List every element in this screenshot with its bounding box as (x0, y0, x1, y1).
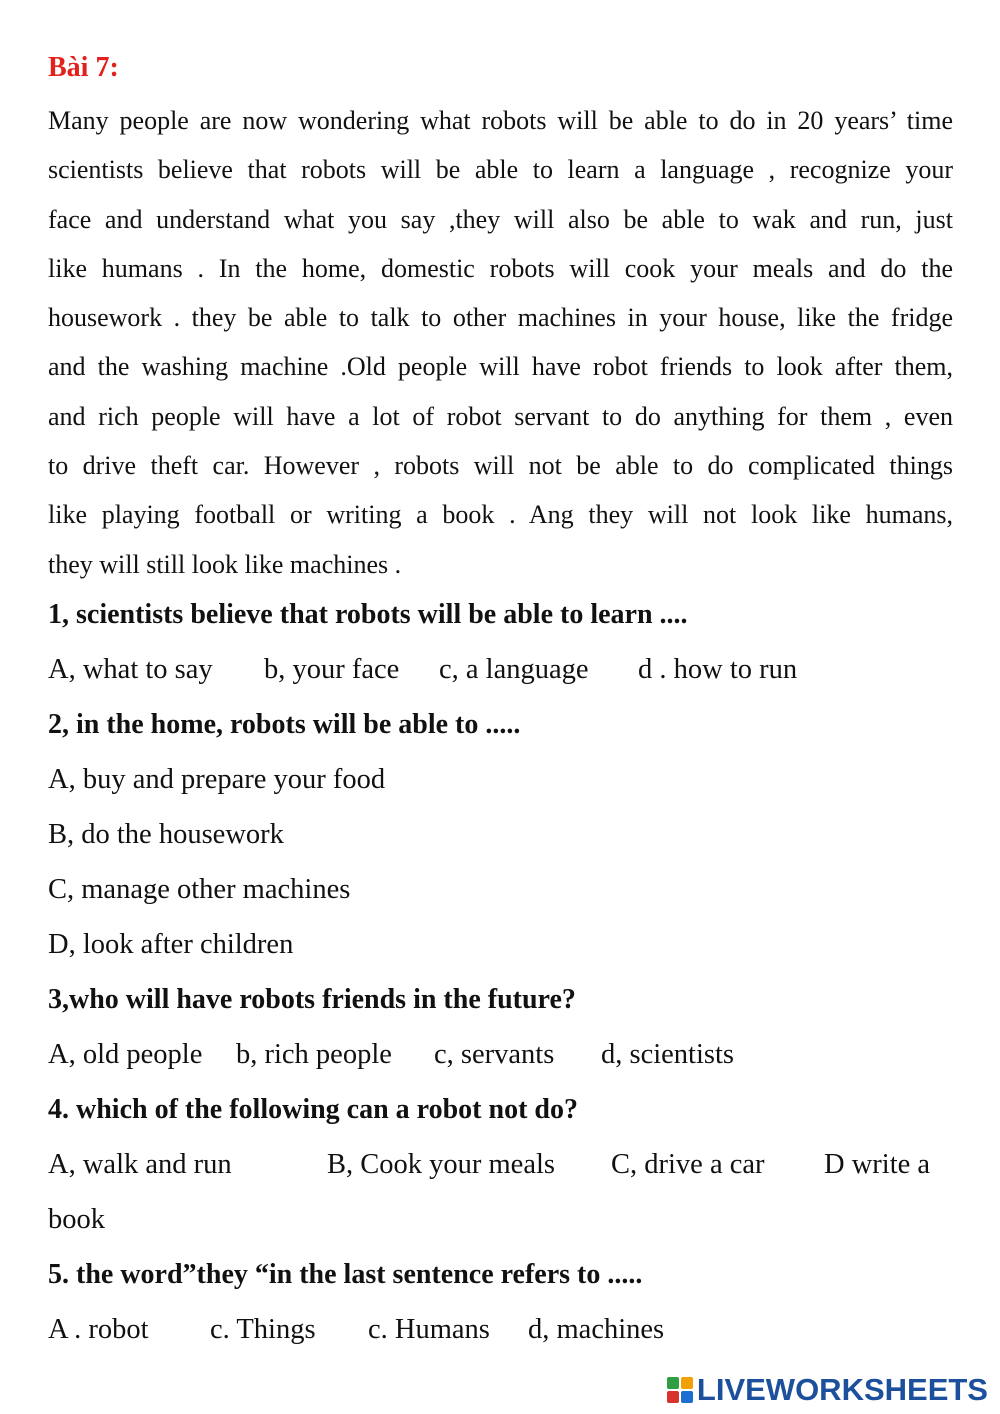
passage-line: like humans . In the home, domestic robots will cook your meals and do the (48, 253, 953, 283)
answer-option[interactable]: B, Cook your meals (327, 1149, 555, 1180)
answer-option[interactable]: c, a language (439, 654, 589, 685)
liveworksheets-branding[interactable] (667, 1372, 988, 1408)
answer-option[interactable]: b, your face (264, 654, 400, 685)
passage-line: Many people are now wondering what robots will be able to do in 20 years’ time (48, 106, 953, 135)
question-5: 5. the word”they “in the last sentence refers to ..... (48, 1259, 643, 1290)
answer-option[interactable]: C, manage other machines (48, 874, 351, 905)
passage-line: and rich people will have a lot of robot servant to do anything for them , even (48, 401, 953, 431)
passage-line: to drive theft car. However , robots will not be able to do complicated things (48, 451, 953, 481)
answer-option[interactable]: A . robot (48, 1314, 149, 1345)
answer-option[interactable]: C, drive a car (611, 1149, 765, 1180)
answer-option[interactable]: d . how to run (638, 654, 798, 685)
answer-option[interactable]: d, machines (528, 1314, 665, 1345)
question-1: 1, scientists believe that robots will be able to learn .... (48, 599, 688, 630)
answer-option[interactable]: A, old people (48, 1039, 203, 1070)
passage-line: face and understand what you say ,they will also be able to wak and run, just (48, 204, 953, 234)
question-2: 2, in the home, robots will be able to ..... (48, 709, 521, 740)
answer-option[interactable]: c. Humans (368, 1314, 490, 1345)
passage-line: housework . they be able to talk to other machines in your house, like the fridge (48, 303, 953, 333)
reading-passage (48, 96, 953, 589)
answer-option[interactable]: A, buy and prepare your food (48, 764, 386, 795)
passage-line: scientists believe that robots will be able to learn a language , recognize your (48, 155, 953, 185)
passage-line: they will still look like machines . (48, 549, 402, 579)
answer-option[interactable]: c. Things (210, 1314, 316, 1345)
liveworksheets-logo-icon (667, 1377, 693, 1403)
answer-option[interactable]: b, rich people (236, 1039, 392, 1070)
question-1-options (48, 650, 953, 690)
answer-option[interactable]: A, what to say (48, 654, 213, 685)
answer-option[interactable]: c, servants (434, 1039, 555, 1070)
question-3-options (48, 1035, 953, 1075)
answer-option-continuation: book (48, 1204, 105, 1235)
question-4-options (48, 1145, 953, 1185)
answer-option[interactable]: D write a (824, 1149, 931, 1180)
passage-line: and the washing machine .Old people will have robot friends to look after them, (48, 352, 953, 382)
answer-option[interactable]: D, look after children (48, 929, 294, 960)
question-5-options (48, 1310, 953, 1350)
exercise-title: Bài 7: (48, 52, 119, 83)
question-4: 4. which of the following can a robot not do? (48, 1094, 578, 1125)
answer-option[interactable]: A, walk and run (48, 1149, 232, 1180)
answer-option[interactable]: B, do the housework (48, 819, 284, 850)
brand-name: LIVEWORKSHEETS (696, 1372, 988, 1407)
answer-option[interactable]: d, scientists (601, 1039, 734, 1070)
question-3: 3,who will have robots friends in the future? (48, 984, 576, 1015)
passage-line: like playing football or writing a book . Ang they will not look like humans, (48, 500, 953, 530)
